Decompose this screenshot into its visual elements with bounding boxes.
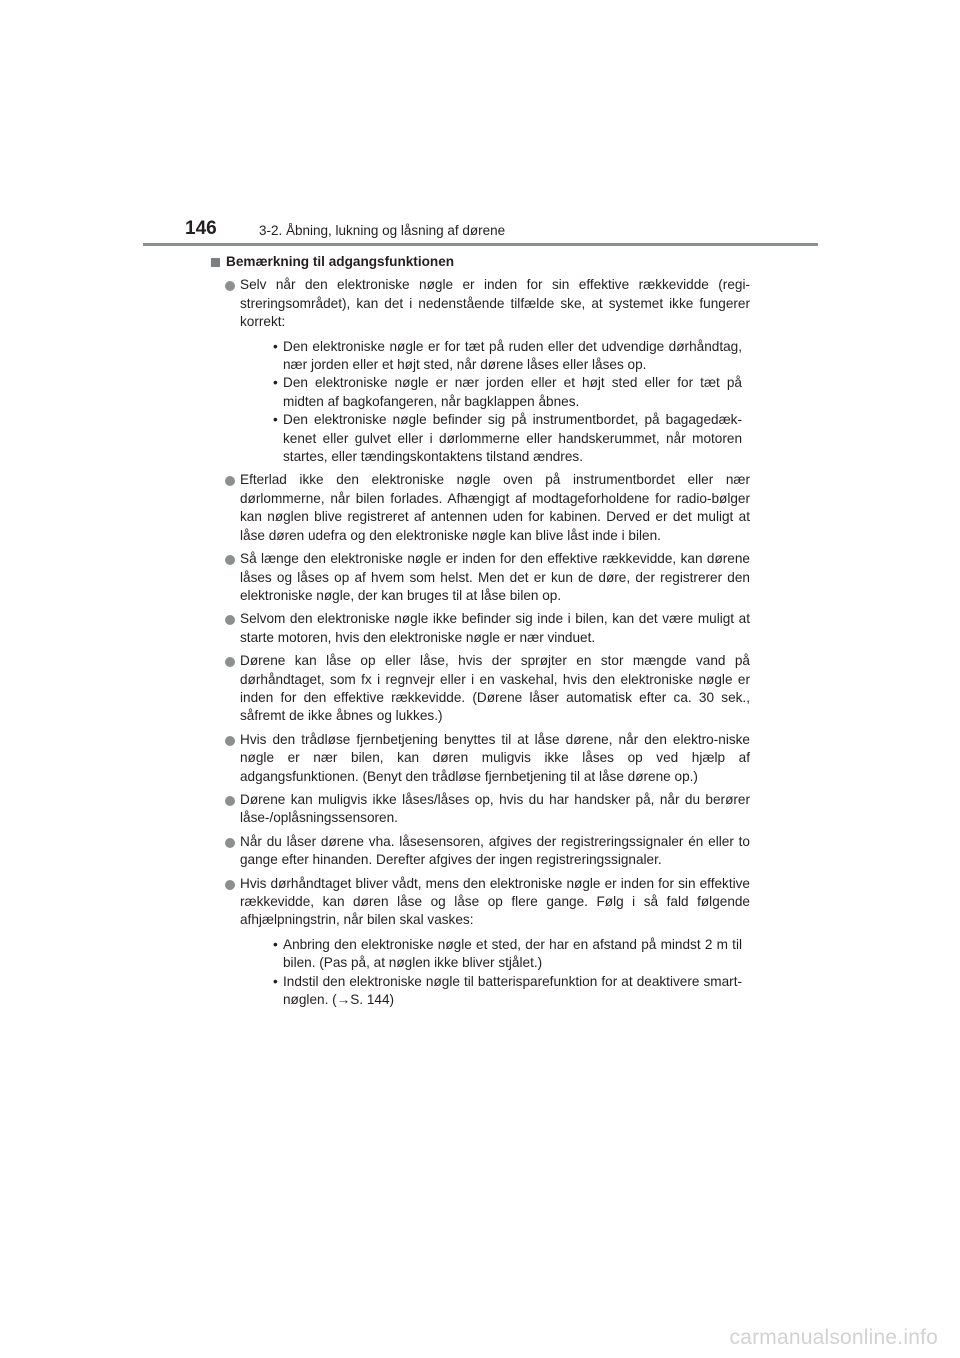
list-item-text: Selv når den elektroniske nøgle er inden for sin effektive rækkevidde (regi-streringsområdet), kan det i nedenstående tilfælde ske, at systemet ikke fungerer korrekt: <box>240 277 750 330</box>
sub-list-item <box>240 374 750 411</box>
list-item <box>210 610 750 647</box>
sub-list-item-text: Den elektroniske nøgle er for tæt på ruden eller det udvendige dørhåndtag, nær jorden eller et højt sted, når dørene låses eller låses op. <box>283 338 742 373</box>
square-bullet-icon <box>211 258 220 267</box>
circle-bullet-icon <box>225 838 235 848</box>
sub-list-item <box>240 973 750 1010</box>
list-item <box>210 276 750 466</box>
dot-bullet-icon: • <box>273 412 278 428</box>
list-item <box>210 731 750 786</box>
sub-list-item <box>240 936 750 973</box>
list-item-text: Efterlad ikke den elektroniske nøgle oven på instrumentbordet eller nær dørlommerne, når bilen forlades. Afhængigt af modtageforholdene for radio-bølger kan nøglen blive registreret af antennen uden for kabinen. Derved er det muligt at låse døren udefra og den elektroniske nøgle kan blive låst inde i bilen. <box>240 472 750 543</box>
sub-list-item-text: Den elektroniske nøgle er nær jorden eller et højt sted eller for tæt på midten af bagkofangeren, når bagklappen åbnes. <box>283 375 742 409</box>
list-item-text: Dørene kan muligvis ikke låses/låses op, hvis du har handsker på, når du berører låse-/oplåsningssensoren. <box>240 791 750 826</box>
sub-list <box>240 338 750 467</box>
dot-bullet-icon: • <box>273 973 278 989</box>
circle-bullet-icon <box>225 615 235 625</box>
dot-bullet-icon: • <box>273 338 278 354</box>
list-item <box>210 833 750 870</box>
list-item <box>210 652 750 726</box>
list-item-text: Hvis den trådløse fjernbetjening benyttes til at låse dørene, når den elektro-niske nøgle er nær bilen, kan døren muligvis ikke låses op ved hjælp af adgangsfunktionen. (Benyt den trådløse fjernbetjening til at låse dørene op.) <box>240 731 750 784</box>
watermark-text: carmanualsonline.info <box>729 1326 938 1349</box>
circle-bullet-icon <box>225 281 235 291</box>
sub-list <box>240 936 750 1010</box>
list-item <box>210 791 750 828</box>
dot-bullet-icon: • <box>273 936 278 952</box>
circle-bullet-icon <box>225 657 235 667</box>
sub-list-item <box>240 338 750 375</box>
main-content <box>210 253 750 1009</box>
circle-bullet-icon <box>225 555 235 565</box>
list-item-text: Hvis dørhåndtaget bliver vådt, mens den elektroniske nøgle er inden for sin effektive rækkevidde, kan døren låse og låse op flere gange. Følg i så fald følgende afhjælpningstrin, når bilen skal vaskes: <box>240 875 750 928</box>
list-item-text: Dørene kan låse op eller låse, hvis der sprøjter en stor mængde vand på dørhåndtaget, som fx i regnvejr eller i en vaskehal, hvis den elektroniske nøgle er inden for den effektive rækkevidde. (Dørene låser automatisk efter ca. 30 sek., såfremt de ikke åbnes og lukkes.) <box>240 653 750 724</box>
sub-list-item <box>240 411 750 466</box>
section-heading-text: Bemærkning til adgangsfunktionen <box>226 254 455 269</box>
circle-bullet-icon <box>225 736 235 746</box>
dot-bullet-icon: • <box>273 375 278 391</box>
list-item <box>210 550 750 605</box>
sub-list-item-text: Anbring den elektroniske nøgle et sted, der har en afstand på mindst 2 m til bilen. (Pas på, at nøglen ikke bliver stjålet.) <box>283 936 742 971</box>
circle-bullet-icon <box>225 796 235 806</box>
section-title: 3-2. Åbning, lukning og låsning af dørene <box>259 223 506 238</box>
circle-bullet-icon <box>225 880 235 890</box>
sub-list-item-text: Den elektroniske nøgle befinder sig på instrumentbordet, på bagagedæk-kenet eller gulvet eller i dørlommerne eller handskerummet, når motoren startes, eller tændingskontaktens tilstand ændres. <box>283 412 742 465</box>
circle-bullet-icon <box>225 476 235 486</box>
page-number: 146 <box>185 218 217 239</box>
list-item-text: Selvom den elektroniske nøgle ikke befinder sig inde i bilen, kan det være muligt at starte motoren, hvis den elektroniske nøgle er nær vinduet. <box>240 611 750 645</box>
sub-list-item-text: Indstil den elektroniske nøgle til batterisparefunktion for at deaktivere smart-nøglen. (→S. 144) <box>283 973 742 1008</box>
list-item <box>210 471 750 545</box>
header-divider <box>143 243 818 246</box>
section-heading <box>210 253 750 271</box>
list-item <box>210 875 750 1010</box>
list-item-text: Så længe den elektroniske nøgle er inden for den effektive rækkevidde, kan dørene låses og låses op af hvem som helst. Men det er kun de døre, der registrerer den elektroniske nøgle, der kan bruges til at låse bilen op. <box>240 551 750 603</box>
list-item-text: Når du låser dørene vha. låsesensoren, afgives der registreringssignaler én eller to gange efter hinanden. Derefter afgives der ingen registreringssignaler. <box>240 833 750 868</box>
